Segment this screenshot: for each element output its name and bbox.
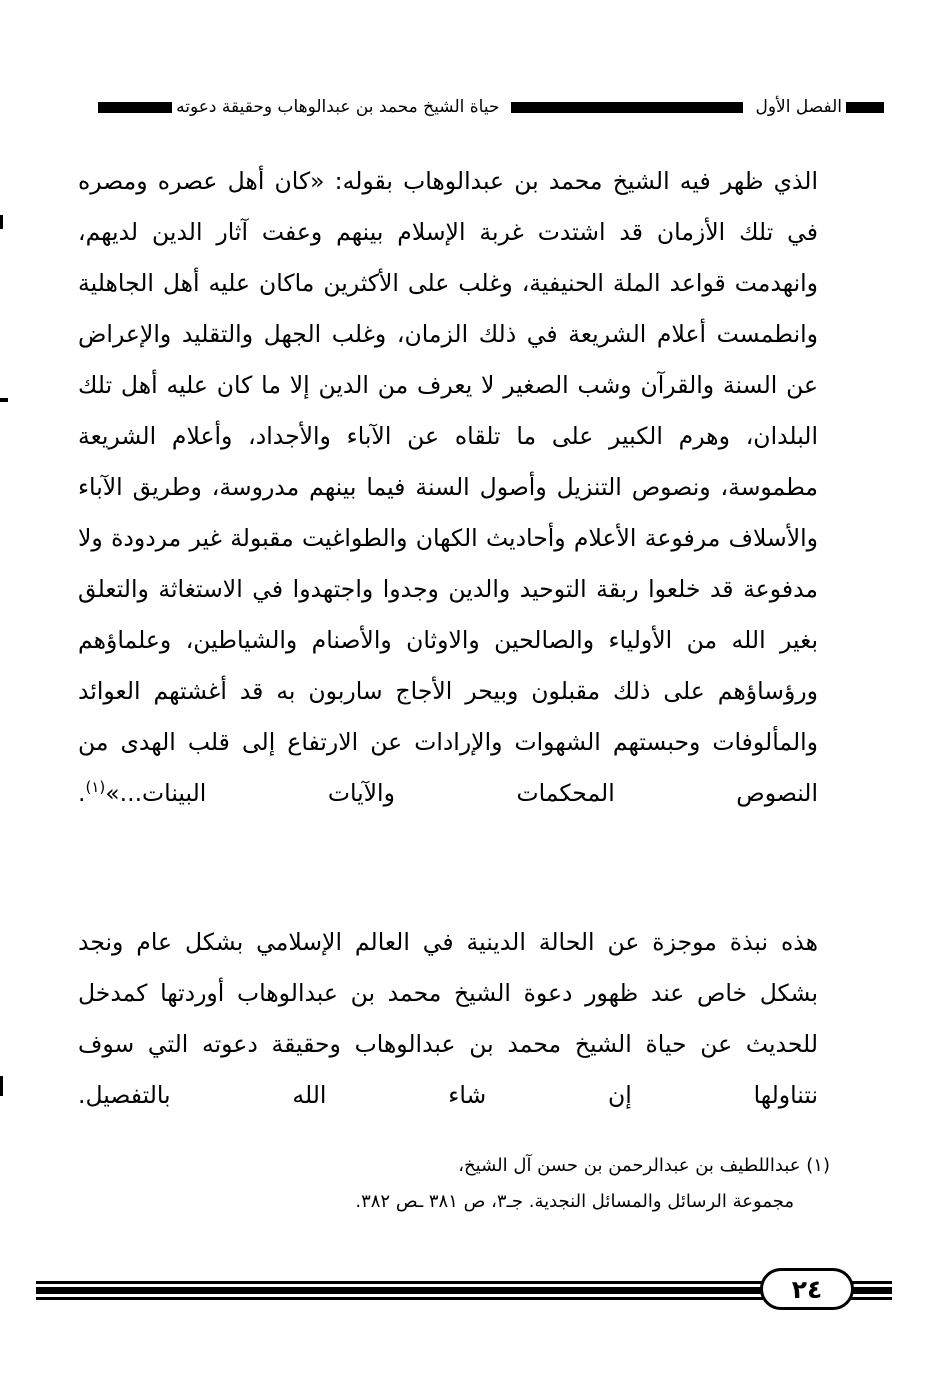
paragraph-1-text: الذي ظهر فيه الشيخ محمد بن عبدالوهاب بقوله: «كان أهل عصره ومصره في تلك الأزمان قد اشتدت غربة الإسلام بينهم وعفت آثار الدين لديهم، وانهدمت قواعد الملة الحنيفية، وغلب على الأكثرين ماكان عليه أهل الجاهلية وانطمست أعلام الشريعة في ذلك الزمان، وغلب الجهل والتقليد والإعراض عن السنة والقرآن وشب الصغير لا يعرف من الدين إلا ما كان عليه أهل تلك البلدان، وهرم الكبير على ما تلقاه عن الآباء والأجداد، وأعلام الشريعة مطموسة، ونصوص التنزيل وأصول السنة فيما بينهم مدروسة، وطريق الآباء والأسلاف مرفوعة الأعلام وأحاديث الكهان والطواغيت مقبولة غير مردودة ولا مدفوعة قد خلعوا ربقة التوحيد والدين وجدوا واجتهدوا في الاستغاثة والتعلق بغير الله من الأولياء والصالحين والاوثان والأصنام والشياطين، وعلماؤهم ورؤساؤهم على ذلك مقبلون وبيحر الأجاج ساربون به قد أغشتهم العوائد والمألوفات وحبستهم الشهوات والإرادات عن الارتفاع إلى قلب الهدى من النصوص المحكمات والآيات البينات...» — [78, 167, 818, 807]
footnote-line-1: (١) عبداللطيف بن عبدالرحمن بن حسن آل الشيخ، — [458, 1155, 830, 1176]
scan-mark — [0, 398, 8, 402]
footnote-line-2: مجموعة الرسائل والمسائل النجدية. جـ٣، ص ٣٨١ ـص ٣٨٢. — [355, 1191, 794, 1212]
paragraph-2-text: هذه نبذة موجزة عن الحالة الدينية في العالم الإسلامي بشكل عام ونجد بشكل خاص عند ظهور دعوة الشيخ محمد بن عبدالوهاب أوردتها كمدخل للحديث عن حياة الشيخ محمد بن عبدالوهاب وحقيقة دعوته التي سوف نتناولها إن شاء الله بالتفصيل. — [78, 928, 818, 1109]
paragraph-1-end: . — [78, 779, 86, 807]
running-header — [28, 92, 884, 122]
header-bar-middle — [511, 102, 743, 113]
body-paragraph-1 — [78, 156, 818, 870]
page-footer — [36, 1268, 892, 1312]
header-bar-right — [846, 102, 884, 113]
footnote-reference: (١) — [85, 778, 106, 797]
scan-mark — [0, 215, 3, 229]
book-title: حياة الشيخ محمد بن عبدالوهاب وحقيقة دعوته — [176, 97, 500, 117]
scan-mark — [0, 1076, 3, 1096]
header-bar-left — [98, 102, 172, 113]
footnote — [230, 1148, 830, 1220]
page-number: ٢٤ — [760, 1268, 854, 1310]
body-paragraph-2 — [78, 917, 818, 1172]
chapter-title: الفصل الأول — [755, 97, 842, 117]
